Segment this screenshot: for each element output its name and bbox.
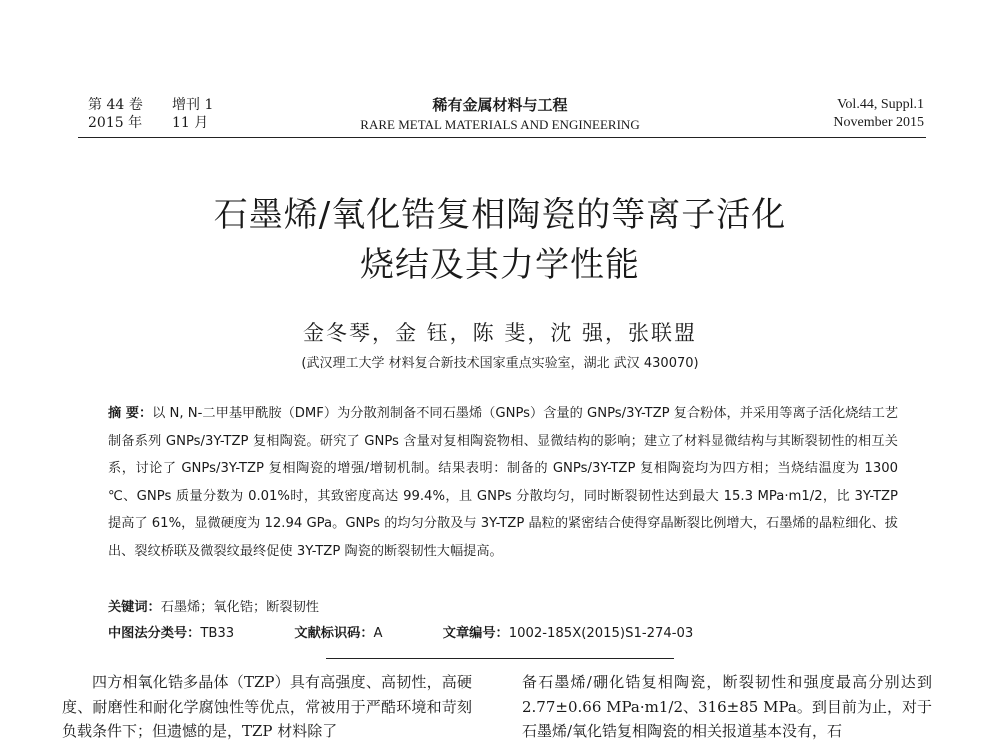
section-divider [326, 658, 674, 659]
abstract-label: 摘 要： [108, 406, 153, 421]
date-en: November 2015 [833, 115, 924, 130]
author-list: 金冬琴，金 钰，陈 斐，沈 强，张联盟 [302, 321, 698, 345]
abstract [108, 400, 898, 565]
title-line-1: 石墨烯/氧化锆复相陶瓷的等离子活化 [213, 195, 787, 235]
paper-title [100, 190, 900, 290]
keywords [108, 596, 319, 615]
keywords-label: 关键词： [108, 600, 161, 615]
doc-code-label: 文献标识码： [294, 626, 374, 641]
journal-name-cn: 稀有金属材料与工程 [432, 96, 568, 114]
clc-value: TB33 [200, 626, 235, 641]
volume-year-block [88, 96, 143, 132]
issue-label: 增刊 1 [172, 97, 214, 113]
doc-code-value: A [373, 626, 383, 641]
volume-en: Vol.44, Suppl.1 [837, 97, 924, 112]
clc-label: 中图法分类号： [108, 626, 201, 641]
volume-en-block [833, 96, 924, 132]
title-line-2: 烧结及其力学性能 [360, 245, 640, 285]
issue-month: 11 月 [172, 115, 209, 131]
journal-name-en: RARE METAL MATERIALS AND ENGINEERING [360, 117, 640, 132]
abstract-text: 以 N, N-二甲基甲酰胺（DMF）为分散剂制备不同石墨烯（GNPs）含量的 GNPs/3Y-TZP 复合粉体，并采用等离子活化烧结工艺制备系列 GNPs/3Y-TZP 复相陶瓷。研究了 GNPs 含量对复相陶瓷物相、显微结构的影响；建立了材料显微结构与其断裂韧性的相互关系，讨论了 GNPs/3Y-TZP 复相陶瓷的增强/增韧机制。结果表明：制备的 GNPs/3Y-TZP 复相陶瓷均为四方相；当烧结温度为 1300 ℃、GNPs 质量分数为 0.01%时，其致密度高达 99.4%，且 GNPs 分散均匀，同时断裂韧性达到最大 15.3 MPa·m1/2，比 3Y-TZP 提高了 61%，显微硬度为 12.94 GPa。GNPs 的均匀分散及与 3Y-TZP 晶粒的紧密结合使得穿晶断裂比例增大，石墨烯的晶粒细化、拔出、裂纹桥联及微裂纹最终促使 3Y-TZP 陶瓷的断裂韧性大幅提高。 [108, 406, 899, 559]
body-paragraph-left: 四方相氧化锆多晶体（TZP）具有高强度、高韧性，高硬度、耐磨性和耐化学腐蚀性等优点，常被用于严酷环境和苛刻负载条件下；但遗憾的是，TZP 材料除了 [62, 673, 472, 740]
affiliation: (武汉理工大学 材料复合新技术国家重点实验室，湖北 武汉 430070) [301, 356, 699, 371]
keywords-text: 石墨烯；氧化锆；断裂韧性 [160, 600, 319, 615]
body-column-right [522, 670, 932, 744]
publication-year: 2015 年 [88, 115, 143, 131]
volume-number: 第 44 卷 [88, 97, 143, 113]
classification-line [108, 622, 749, 641]
article-number-value: 1002-185X(2015)S1-274-03 [508, 626, 694, 641]
journal-name-block [330, 94, 670, 133]
issue-month-block [172, 96, 213, 132]
body-paragraph-right: 备石墨烯/硼化锆复相陶瓷，断裂韧性和强度最高分别达到 2.77±0.66 MPa·m1/2、316±85 MPa。到目前为止，对于石墨烯/氧化锆复相陶瓷的相关报道基本没有，石 [522, 673, 932, 740]
body-column-left [62, 670, 472, 744]
article-number-label: 文章编号： [442, 626, 509, 641]
header-rule [78, 137, 926, 138]
